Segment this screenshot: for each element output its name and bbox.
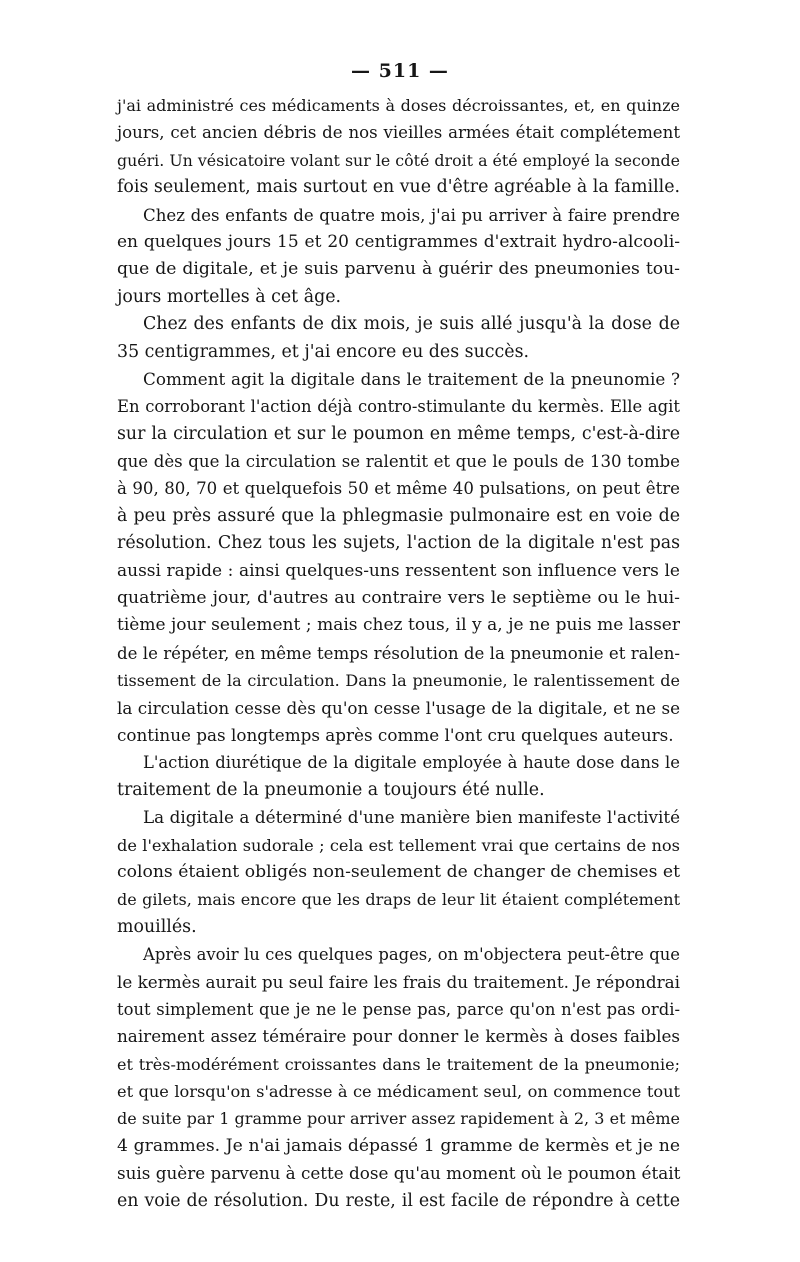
text-line: aussi rapide : ainsi quelques-uns ressentent son influence vers le bbox=[117, 560, 680, 581]
page-number: — 511 — bbox=[351, 60, 449, 82]
text-line: sur la circulation et sur le poumon en même temps, c'est-à-dire bbox=[117, 423, 680, 444]
text-line: tout simplement que je ne le pense pas, parce qu'on n'est pas ordi- bbox=[117, 999, 680, 1019]
text-line: et que lorsqu'on s'adresse à ce médicament seul, on commence tout bbox=[117, 1082, 680, 1102]
text-line: 4 grammes. Je n'ai jamais dépassé 1 gramme de kermès et je ne bbox=[117, 1135, 680, 1156]
text-line: guéri. Un vésicatoire volant sur le côté droit a été employé la seconde bbox=[117, 150, 680, 170]
text-line: en voie de résolution. Du reste, il est facile de répondre à cette bbox=[117, 1190, 680, 1211]
text-line: à 90, 80, 70 et quelquefois 50 et même 40 pulsations, on peut être bbox=[117, 479, 680, 499]
text-line: que de digitale, et je suis parvenu à guérir des pneumonies tou- bbox=[117, 259, 680, 280]
text-line: fois seulement, mais surtout en vue d'être agréable à la famille. bbox=[117, 177, 681, 198]
text-line: et très-modérément croissantes dans le traitement de la pneumonie; bbox=[117, 1054, 680, 1074]
text-line: à peu près assuré que la phlegmasie pulmonaire est en voie de bbox=[117, 505, 680, 526]
text-line: de le répéter, en même temps résolution de la pneumonie et ralen- bbox=[117, 643, 680, 663]
text-line: L'action diurétique de la digitale employée à haute dose dans le bbox=[143, 753, 680, 773]
text-line: Après avoir lu ces quelques pages, on m'objectera peut-être que bbox=[143, 945, 680, 965]
text-line: de l'exhalation sudorale ; cela est tellement vrai que certains de nos bbox=[117, 835, 680, 855]
text-line: j'ai administré ces médicaments à doses décroissantes, et, en quinze bbox=[117, 96, 680, 115]
text-line: de gilets, mais encore que les draps de leur lit étaient complétement bbox=[117, 890, 680, 910]
text-line: mouillés. bbox=[117, 916, 197, 937]
body-text bbox=[117, 92, 680, 1215]
text-line: la circulation cesse dès qu'on cesse l'usage de la digitale, et ne se bbox=[117, 697, 680, 718]
text-line: tième jour seulement ; mais chez tous, il y a, je ne puis me lasser bbox=[117, 615, 680, 636]
text-line: Chez des enfants de dix mois, je suis allé jusqu'à la dose de bbox=[143, 314, 680, 335]
text-line: suis guère parvenu à cette dose qu'au moment où le poumon était bbox=[117, 1163, 681, 1184]
text-line: nairement assez téméraire pour donner le kermès à doses faibles bbox=[117, 1026, 680, 1047]
text-line: tissement de la circulation. Dans la pneumonie, le ralentissement de bbox=[117, 671, 680, 691]
text-line: résolution. Chez tous les sujets, l'action de la digitale n'est pas bbox=[117, 533, 680, 554]
text-line: que dès que la circulation se ralentit et que le pouls de 130 tombe bbox=[117, 452, 680, 472]
text-line: Chez des enfants de quatre mois, j'ai pu arriver à faire prendre bbox=[143, 205, 680, 225]
text-line: de suite par 1 gramme pour arriver assez rapidement à 2, 3 et même bbox=[117, 1109, 680, 1129]
text-line: colons étaient obligés non-seulement de changer de chemises et bbox=[117, 861, 680, 882]
text-line: 35 centigrammes, et j'ai encore eu des succès. bbox=[117, 341, 530, 362]
text-line: Comment agit la digitale dans le traitement de la pneunomie ? bbox=[143, 368, 680, 389]
text-line: En corroborant l'action déjà contro-stimulante du kermès. Elle agit bbox=[117, 397, 680, 417]
text-line: en quelques jours 15 et 20 centigrammes d'extrait hydro-alcooli- bbox=[117, 231, 680, 252]
text-line: jours, cet ancien débris de nos vieilles armées était complétement bbox=[117, 123, 680, 143]
text-line: le kermès aurait pu seul faire les frais du traitement. Je répondrai bbox=[117, 971, 680, 992]
text-line: quatrième jour, d'autres au contraire vers le septième ou le hui- bbox=[117, 588, 680, 609]
text-line: La digitale a déterminé d'une manière bien manifeste l'activité bbox=[143, 807, 680, 828]
text-line: jours mortelles à cet âge. bbox=[117, 286, 342, 307]
text-line: traitement de la pneumonie a toujours été nulle. bbox=[117, 779, 545, 800]
text-line: continue pas longtemps après comme l'ont cru quelques auteurs. bbox=[117, 724, 674, 745]
